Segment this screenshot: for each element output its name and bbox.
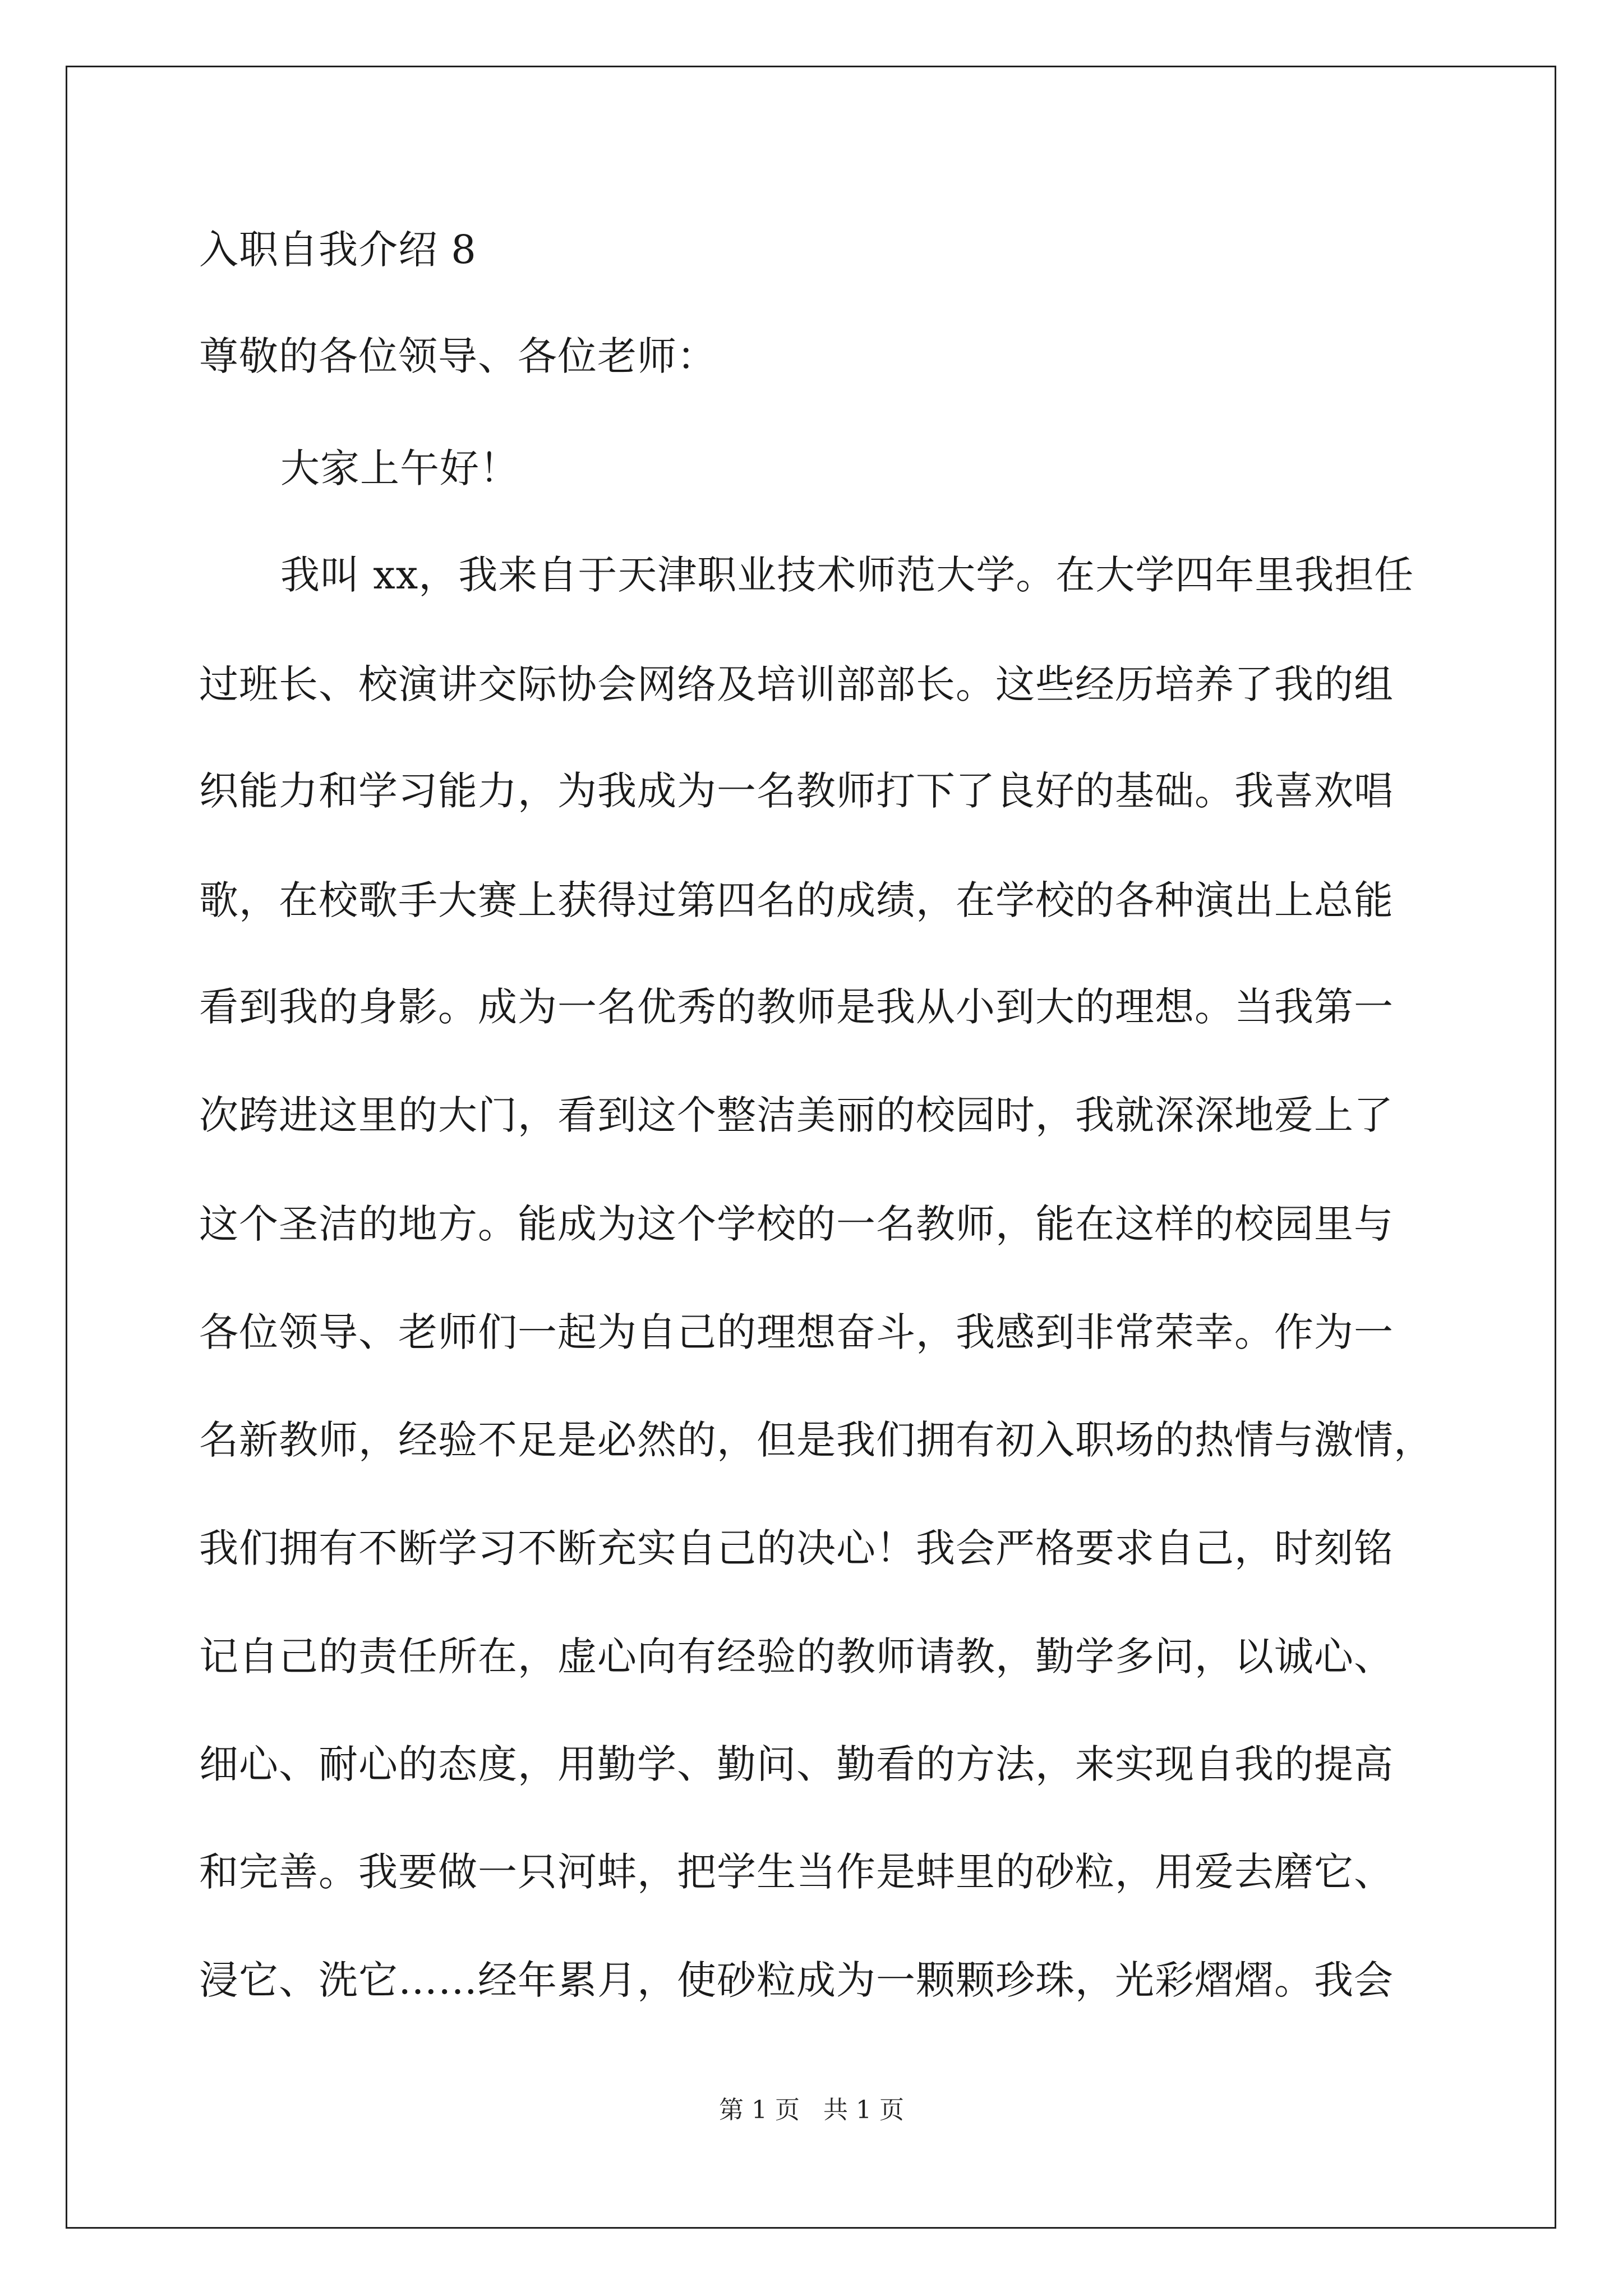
document-title: 入职自我介绍 8 xyxy=(199,227,477,273)
salutation: 尊敬的各位领导、各位老师： xyxy=(199,333,717,379)
body-line-1: 我叫 xx，我来自于天津职业技术师范大学。在大学四年里我担任 xyxy=(280,552,1414,598)
body-line-12: 细心、耐心的态度，用勤学、勤问、勤看的方法，来实现自我的提高 xyxy=(199,1741,1394,1787)
body-line-14: 浸它、洗它……经年累月，使砂粒成为一颗颗珍珠，光彩熠熠。我会 xyxy=(199,1957,1394,2003)
body-line-3: 织能力和学习能力，为我成为一名教师打下了良好的基础。我喜欢唱 xyxy=(199,768,1394,814)
body-line-6: 次跨进这里的大门，看到这个整洁美丽的校园时，我就深深地爱上了 xyxy=(199,1092,1394,1138)
body-line-8: 各位领导、老师们一起为自己的理想奋斗，我感到非常荣幸。作为一 xyxy=(199,1309,1394,1355)
body-line-5: 看到我的身影。成为一名优秀的教师是我从小到大的理想。当我第一 xyxy=(199,984,1394,1030)
page-border xyxy=(66,66,1556,2229)
body-line-7: 这个圣洁的地方。能成为这个学校的一名教师，能在这样的校园里与 xyxy=(199,1201,1394,1247)
body-line-2: 过班长、校演讲交际协会网络及培训部部长。这些经历培养了我的组 xyxy=(199,661,1394,707)
body-line-4: 歌，在校歌手大赛上获得过第四名的成绩，在学校的各种演出上总能 xyxy=(199,877,1394,923)
body-line-9: 名新教师，经验不足是必然的，但是我们拥有初入职场的热情与激情， xyxy=(199,1417,1433,1463)
page-number-footer: 第 1 页 共 1 页 xyxy=(719,2096,904,2124)
body-line-13: 和完善。我要做一只河蚌，把学生当作是蚌里的砂粒，用爱去磨它、 xyxy=(199,1849,1394,1895)
body-line-11: 记自己的责任所在，虚心向有经验的教师请教，勤学多问，以诚心、 xyxy=(199,1634,1394,1680)
greeting-line: 大家上午好！ xyxy=(280,445,519,491)
body-line-10: 我们拥有不断学习不断充实自己的决心！我会严格要求自己，时刻铭 xyxy=(199,1525,1394,1571)
